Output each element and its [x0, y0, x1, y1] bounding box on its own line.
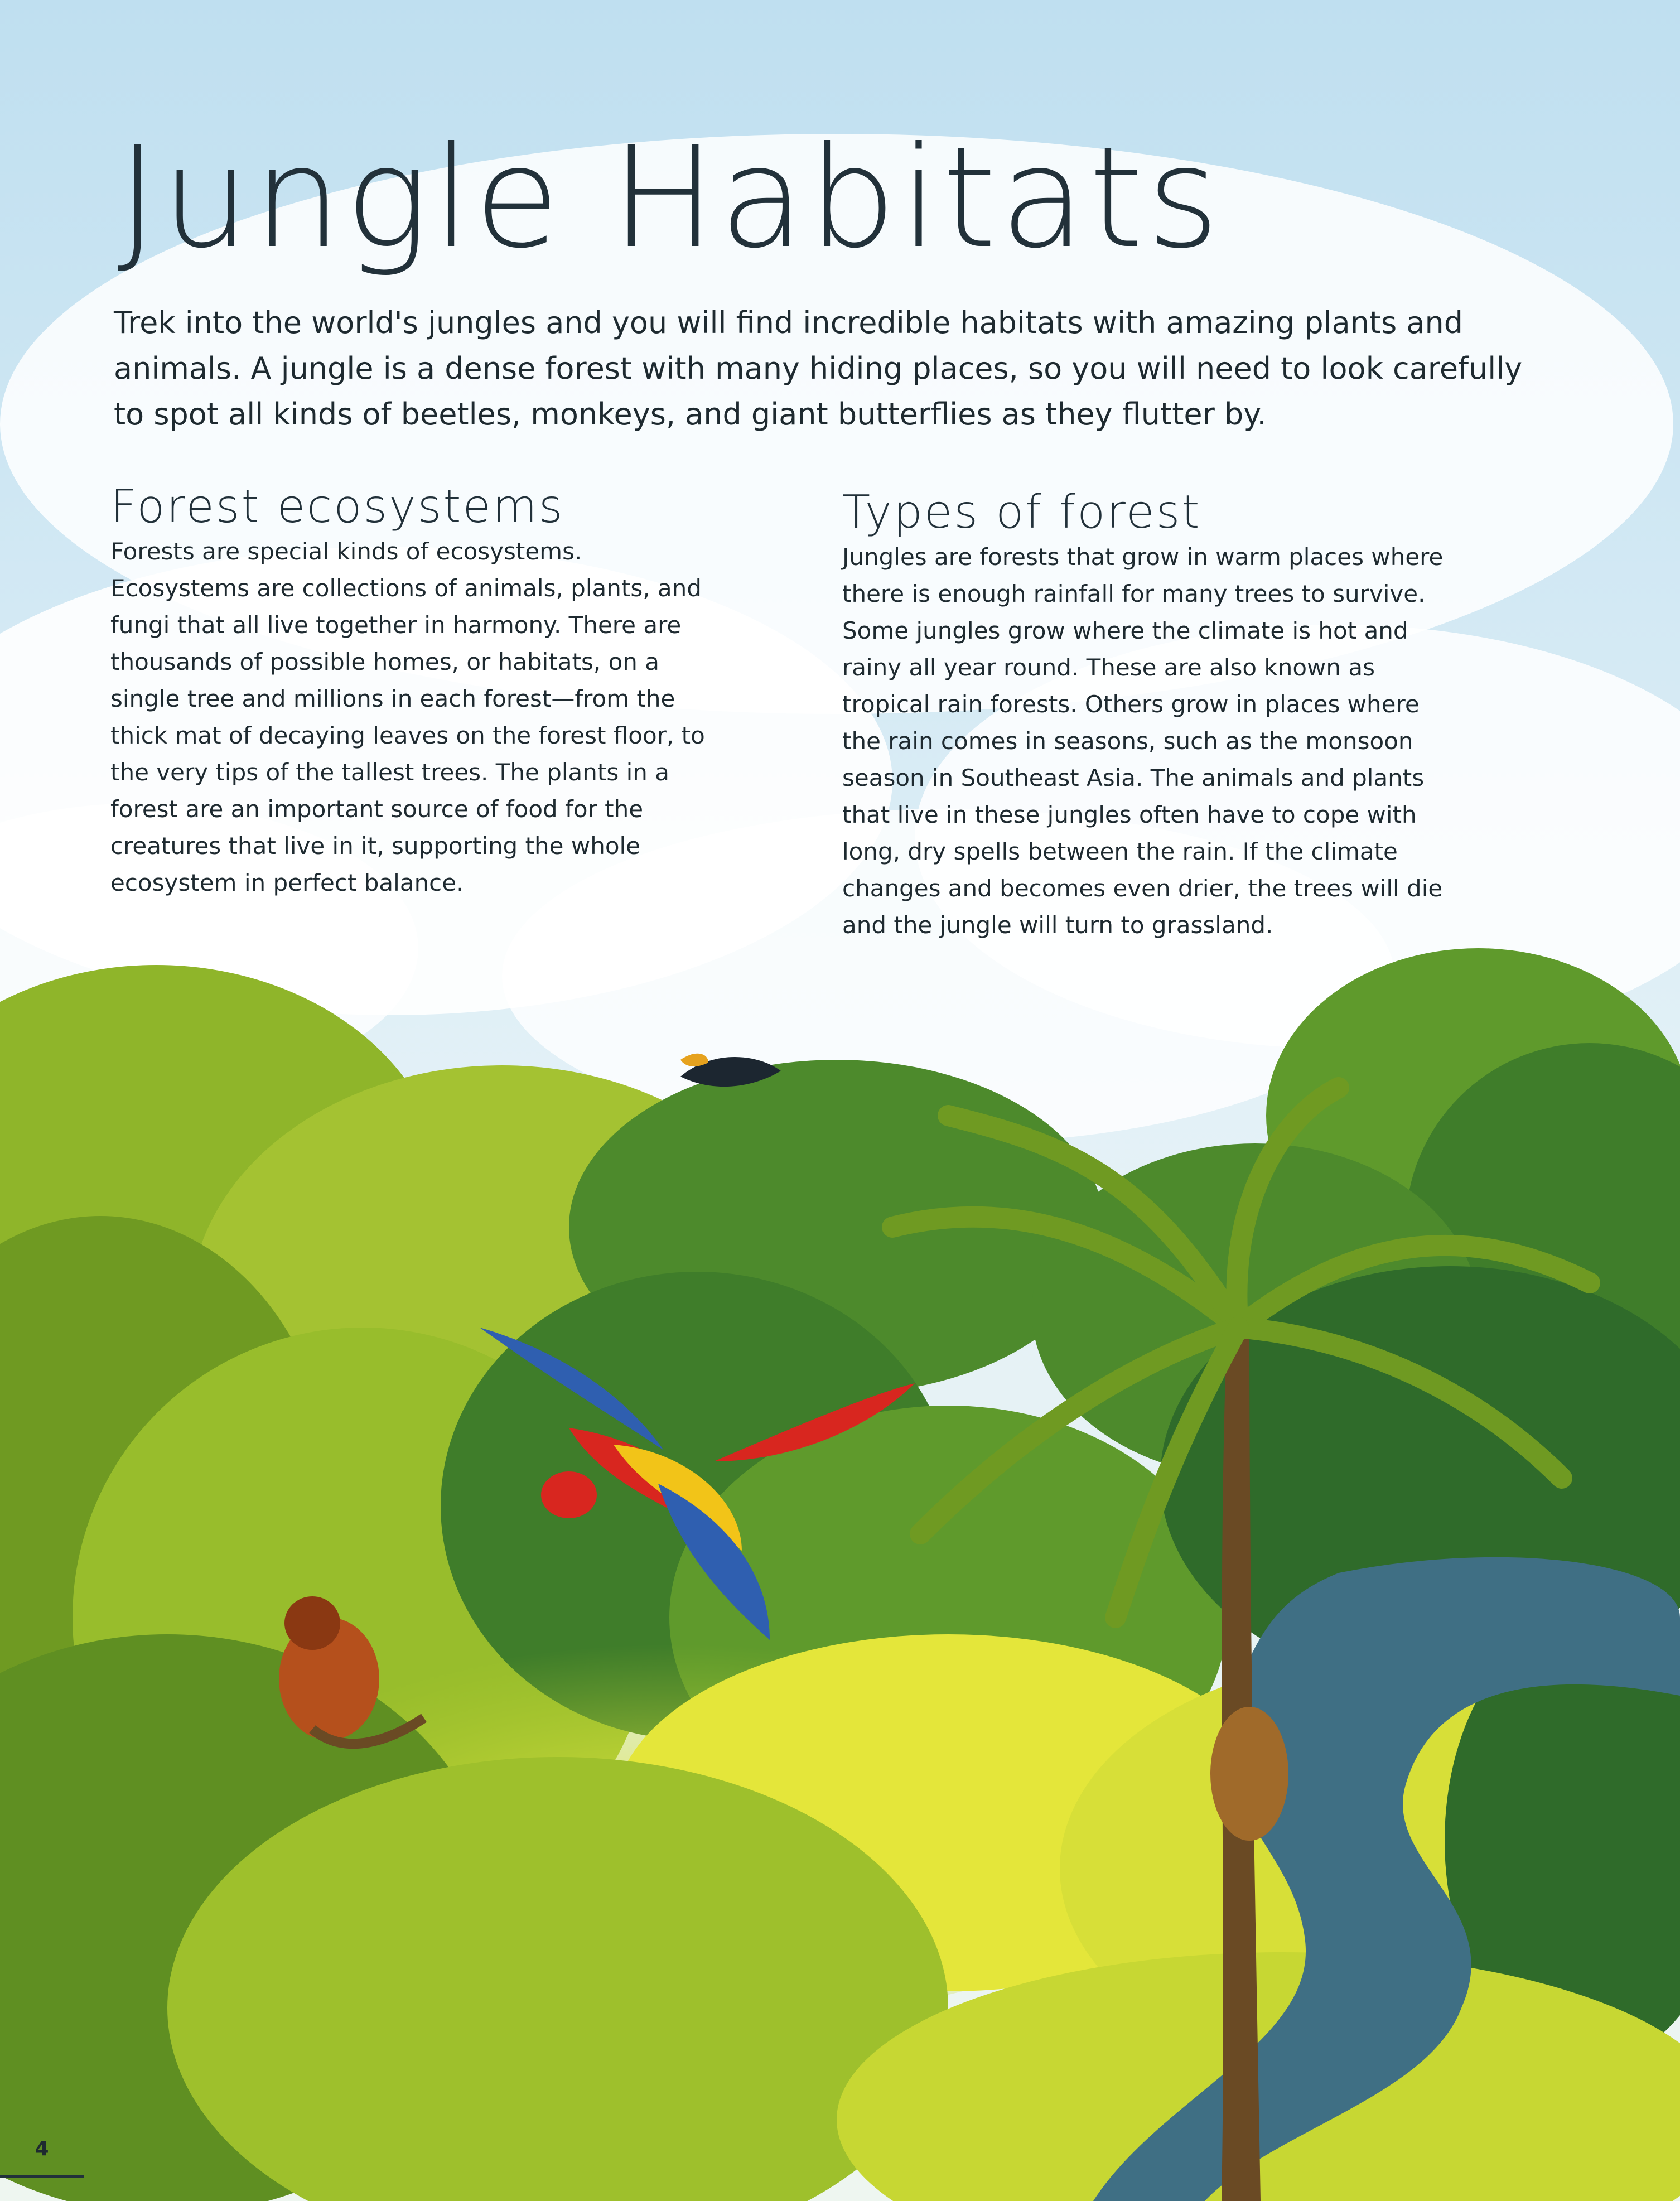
section-types-of-forest [842, 486, 1445, 944]
section-body: Forests are special kinds of ecosystems. Ecosystems are collections of animals, plants, and fungi that all live together in harmony. There are thousands of possible homes, or habitats, on a single tree and millions in each forest—from the thick mat of decaying leaves on the forest floor, to the very tips of the tallest trees. The plants in a forest are an important source of food for the creatures that live in it, supporting the whole ecosystem in perfect balance. [110, 538, 705, 896]
page-title: Jungle Habitats [117, 117, 1223, 279]
page-number: 4 [35, 2137, 49, 2160]
section-forest-ecosystems [110, 480, 713, 901]
intro-paragraph: Trek into the world's jungles and you will find incredible habitats with amazing plants and animals. A jungle is a dense forest with many hiding places, so you will need to look carefully to spot all kinds of beetles, monkeys, and giant butterflies as they flutter by. [114, 305, 1523, 432]
section-heading: Forest ecosystems [110, 480, 564, 533]
page-number-rule [0, 2175, 84, 2178]
section-heading: Types of forest [842, 486, 1201, 539]
section-body: Jungles are forests that grow in warm places where there is enough rainfall for many trees to survive. Some jungles grow where the climate is hot and rainy all year round. These are also known as tropical rain forests. Others grow in places where the rain comes in seasons, such as the monsoon season in Southeast Asia. The animals and plants that live in these jungles often have to cope with long, dry spells between the rain. If the climate changes and becomes even drier, the trees will die and the jungle will turn to grassland. [842, 543, 1444, 939]
